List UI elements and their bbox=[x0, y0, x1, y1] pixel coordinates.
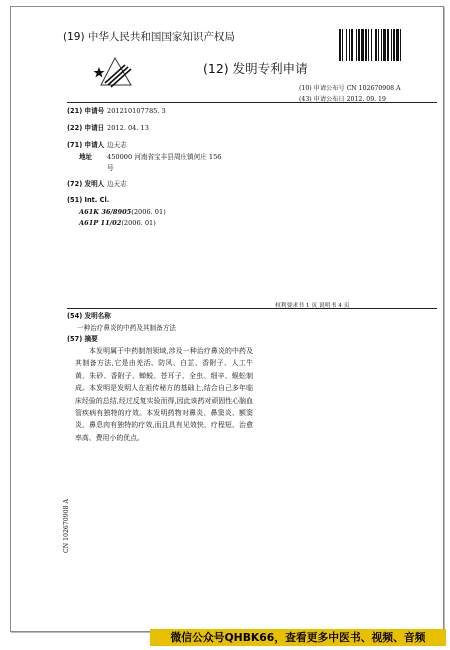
address-line1: 450000 河南省宝丰县周庄镇何庄 156 bbox=[107, 153, 222, 161]
barcode bbox=[339, 29, 435, 61]
ipc-label: (51) Int. Cl. bbox=[67, 196, 110, 204]
header-divider bbox=[67, 102, 437, 103]
app-no-label: (21) 申请号 bbox=[67, 107, 105, 115]
section-divider bbox=[67, 308, 437, 309]
filing-date-label: (22) 申请日 bbox=[67, 124, 105, 132]
title-label: (54) 发明名称 bbox=[67, 312, 111, 320]
abstract-text: 本发明属于中药制剂领域,涉及一种治疗鼻炎的中药及其制备方法,它是由羌活、防风、白芷、香附子、人工牛黄、朱砂、香附子、蝉蜕、苍耳子、全虫、细辛、蜈蚣制成。本发明是发明人在祖传秘方的基础上,结合自己多年临床经验的总结,经过反复实验而得,因此该药对顽固性心脑血管疾病有独特的疗效。本发明药物对鼻炎、鼻窦炎、额窦炎、鼻息肉有独特的疗效,而且具有见效快、疗程短、治愈率高、费用小的优点。 bbox=[75, 347, 253, 442]
abstract-label: (57) 摘要 bbox=[67, 335, 98, 343]
invention-title: 一种治疗鼻炎的中药及其制备方法 bbox=[77, 324, 176, 332]
page-count: 权利要求书 1 页 说明书 4 页 bbox=[275, 303, 350, 309]
app-no: 201210107785. 3 bbox=[107, 107, 166, 115]
patent-page bbox=[10, 6, 444, 632]
address-label: 地址 bbox=[79, 153, 93, 161]
inventor: 边天志 bbox=[107, 180, 127, 188]
side-publication-code: CN 102670908 A bbox=[63, 499, 70, 553]
publication-date: (43) 申请公布日 2012. 09. 19 bbox=[299, 96, 386, 103]
document-type: (12) 发明专利申请 bbox=[203, 61, 308, 76]
address-line2: 号 bbox=[107, 164, 114, 172]
applicant-label: (71) 申请人 bbox=[67, 141, 105, 149]
inventor-label: (72) 发明人 bbox=[67, 180, 105, 188]
promo-banner: 微信公众号QHBK66，查看更多中医书、视频、音频 bbox=[150, 629, 446, 646]
ipc-entry: A61K 36/8905(2006. 01) bbox=[79, 208, 166, 216]
applicant: 边天志 bbox=[107, 141, 127, 149]
cnipa-logo-icon bbox=[91, 55, 139, 89]
publication-number: (10) 申请公布号 CN 102670908 A bbox=[299, 85, 401, 92]
ipc-entry: A61P 11/02(2006. 01) bbox=[79, 219, 156, 227]
office-name: (19) 中华人民共和国国家知识产权局 bbox=[63, 31, 235, 43]
filing-date: 2012. 04. 13 bbox=[107, 124, 149, 132]
